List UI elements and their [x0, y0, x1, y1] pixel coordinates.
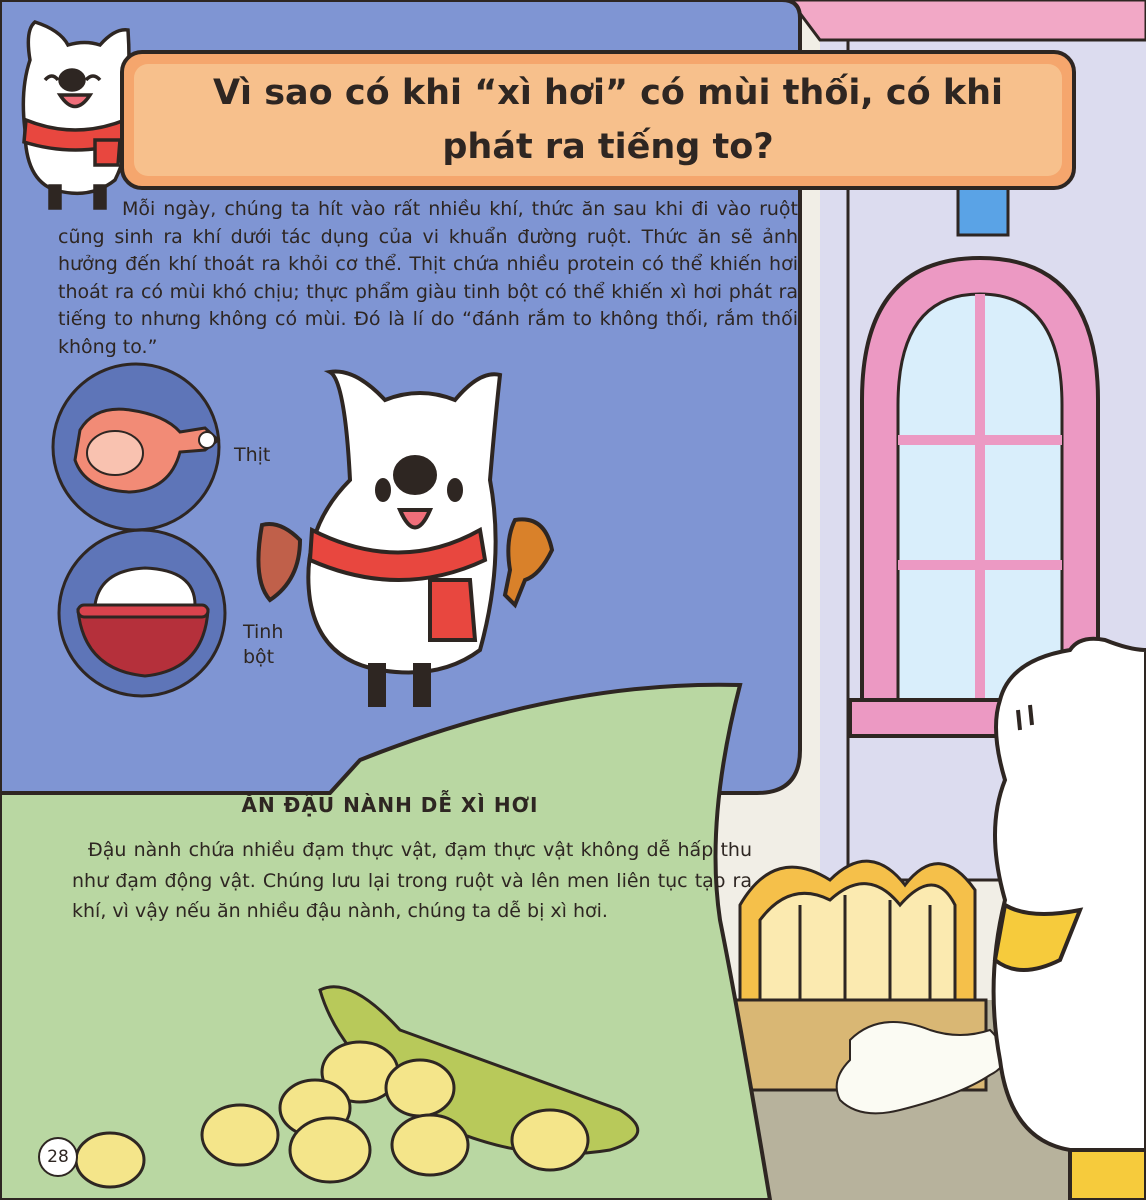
page-title: Vì sao có khi “xì hơi” có mùi thối, có khi phát ra tiếng to?	[212, 73, 1004, 167]
rice-bowl-illustration	[59, 530, 225, 696]
rice-label: Tinh bột	[243, 621, 284, 668]
page-number: 28	[38, 1137, 78, 1177]
soy-section-heading: ĂN ĐẬU NÀNH DỄ XÌ HƠI	[241, 793, 539, 817]
meat-illustration	[53, 364, 219, 530]
wall-vent	[958, 185, 1008, 235]
soy-section-body: Đậu nành chứa nhiều đạm thực vật, đạm thực vật không dễ hấp thu như đạm động vật. Chúng lưu lại trong ruột và lên men liên tục tạo ra khí, vì vậy nếu ăn nhiều đậu nành, chúng ta dễ bị xì hơi.	[72, 839, 752, 922]
roof-edge	[790, 0, 1146, 40]
title-banner	[120, 50, 1076, 190]
meat-label: Thịt	[234, 444, 271, 466]
bear-character	[994, 639, 1146, 1200]
intro-paragraph: Mỗi ngày, chúng ta hít vào rất nhiều khí, thức ăn sau khi đi vào ruột cũng sinh ra khí dưới tác dụng của vi khuẩn đường ruột. Thức ăn sẽ ảnh hưởng đến khí thoát ra khỏi cơ thể. Thịt chứa nhiều protein có thể khiến hơi thoát ra có mùi khó chịu; thực phẩm giàu tinh bột có thể khiến xì hơi phát ra tiếng to nhưng không có mùi. Đó là lí do “đánh rắm to không thối, rắm thối không to.”	[58, 198, 798, 358]
fox-character-top	[23, 22, 129, 208]
